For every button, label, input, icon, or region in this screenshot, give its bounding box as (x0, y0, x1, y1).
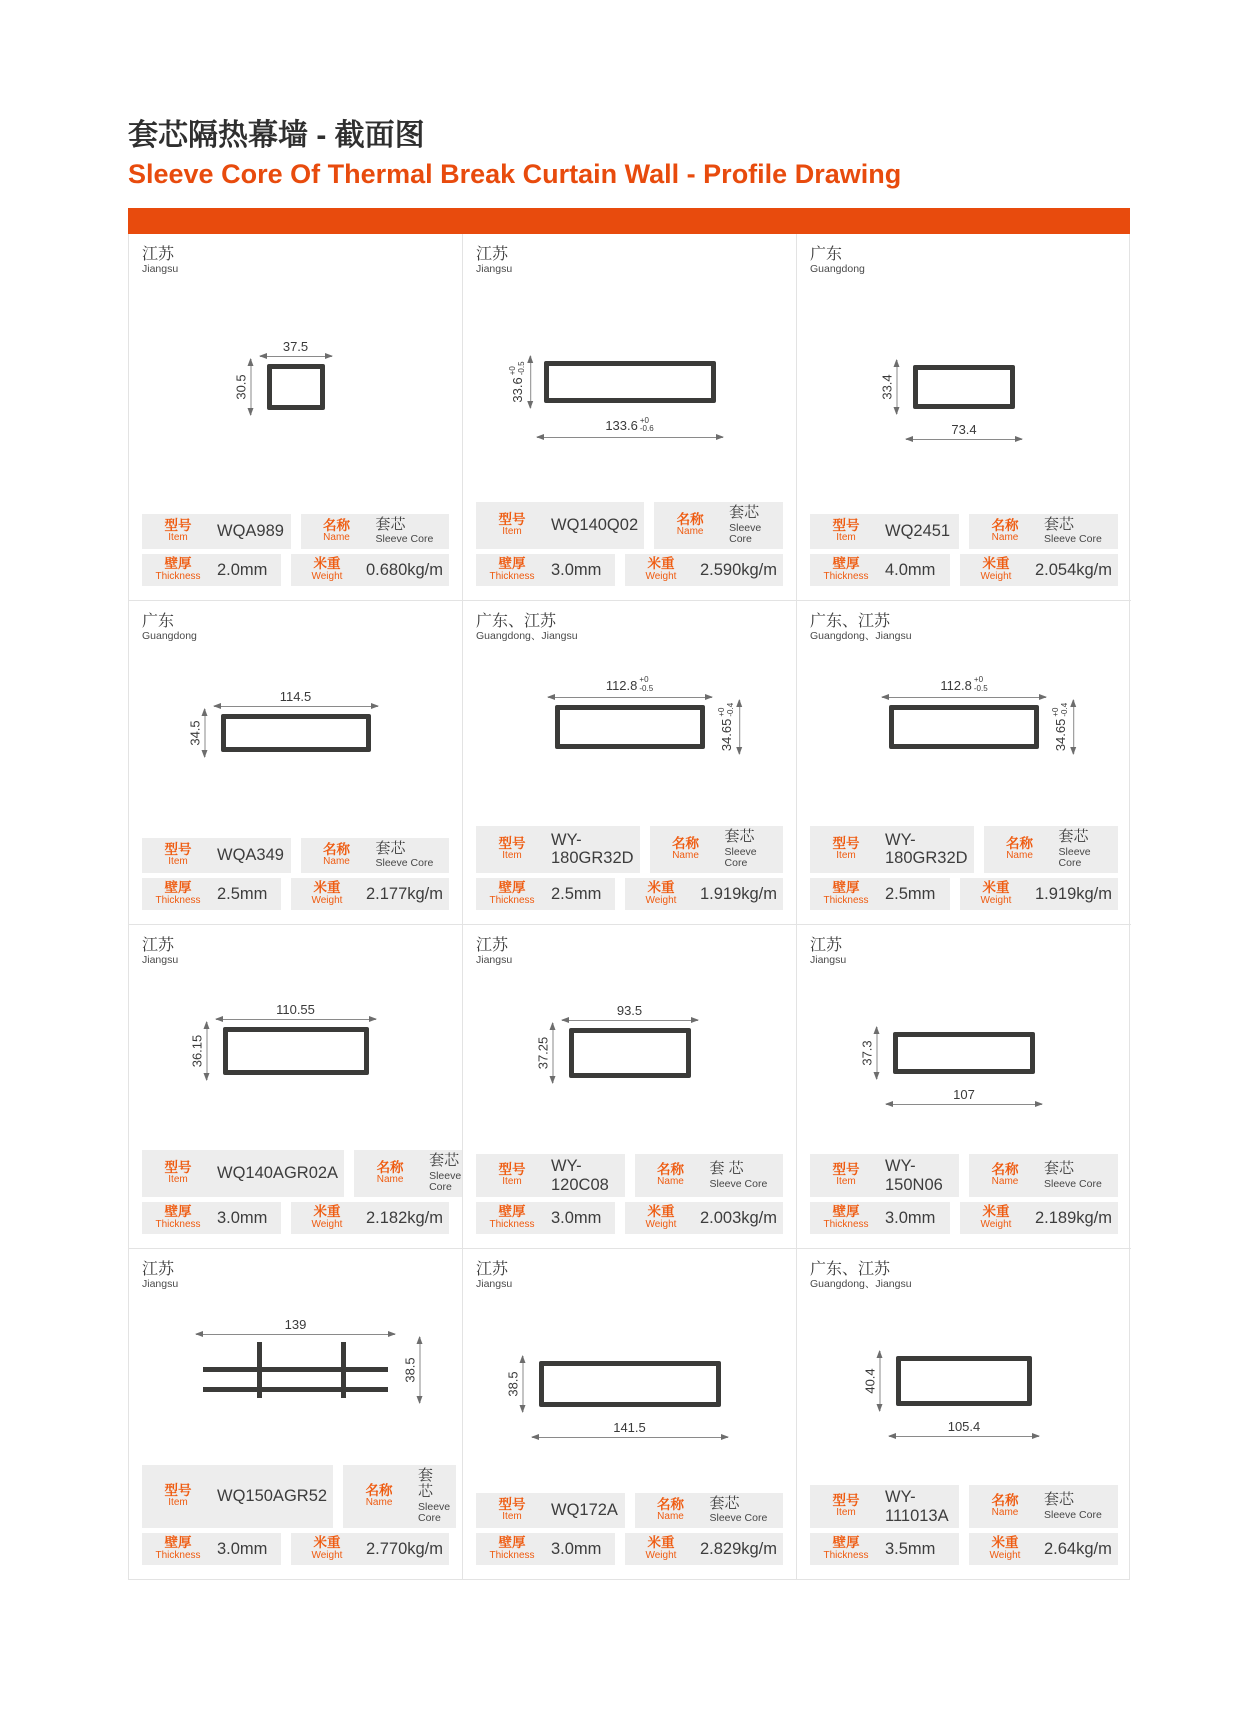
weight-value: 1.919kg/m (699, 884, 777, 903)
name-value-cn: 套芯 (1044, 1160, 1075, 1178)
spec-name: 名称 Name 套芯 Sleeve Core (301, 514, 450, 549)
spec-name: 名称 Name 套 芯 Sleeve Core (635, 1154, 784, 1196)
item-value: WY-180GR32D (551, 831, 634, 868)
page-title (128, 0, 1130, 192)
dimension-height: 34.5 (188, 709, 205, 757)
dimension-width: 110.55 (216, 1003, 376, 1020)
spec-table (476, 497, 783, 586)
item-value: WQ2451 (885, 522, 951, 541)
spec-item: 型号 Item WQ140Q02 (476, 502, 644, 549)
region-label (142, 937, 449, 967)
profile-shape (223, 1027, 369, 1075)
profile-card (463, 234, 797, 601)
thickness-value: 4.0mm (885, 560, 936, 579)
profile-shape (889, 705, 1039, 749)
profile-shape (267, 364, 325, 410)
spec-name: 名称 Name 套芯 Sleeve Core (969, 514, 1118, 549)
profile-shape (539, 1361, 721, 1407)
spec-item: 型号 Item WQA989 (142, 514, 291, 549)
region-name-en: Guangdong (810, 263, 865, 276)
name-value-en: Sleeve Core (429, 1169, 462, 1194)
weight-value: 2.003kg/m (699, 1208, 777, 1227)
weight-value: 2.182kg/m (365, 1208, 443, 1227)
page (128, 0, 1130, 1580)
thickness-value: 3.0mm (217, 1208, 268, 1227)
weight-value: 2.054kg/m (1034, 560, 1112, 579)
spec-table (476, 1149, 783, 1233)
region-name-cn: 广东 (810, 245, 843, 263)
dimension-width: 93.5 (562, 1004, 698, 1021)
spec-name: 名称 Name 套芯 Sleeve Core (635, 1493, 784, 1528)
profile-drawing (810, 643, 1118, 811)
profile-grid (128, 234, 1130, 1580)
region-name-en: Jiangsu (142, 1278, 179, 1291)
name-value-en: Sleeve Core (729, 521, 762, 546)
thickness-value: 3.0mm (551, 1539, 602, 1558)
spec-item: 型号 Item WY-111013A (810, 1485, 959, 1527)
region-name-en: Guangdong、Jiangsu (476, 630, 578, 643)
name-value-cn: 套芯 (429, 1152, 460, 1170)
spec-thickness: 壁厚 Thickness 2.5mm (810, 878, 950, 910)
thickness-value: 2.5mm (217, 884, 268, 903)
profile-drawing (142, 1291, 449, 1450)
profile-drawing (476, 967, 783, 1140)
spec-weight: 米重 Weight 2.177kg/m (291, 878, 449, 910)
region-name-en: Guangdong、Jiangsu (810, 1278, 912, 1291)
weight-value: 2.64kg/m (1044, 1539, 1112, 1558)
page-title-en: Sleeve Core Of Thermal Break Curtain Wall - Profile Drawing (128, 159, 902, 189)
profile-drawing (810, 276, 1118, 499)
spec-name: 名称 Name 套芯 Sleeve Core (354, 1150, 463, 1197)
profile-drawing (810, 967, 1118, 1140)
item-value: WY-150N06 (885, 1157, 943, 1194)
thickness-value: 2.5mm (885, 884, 936, 903)
spec-item: 型号 Item WQA349 (142, 838, 291, 873)
divider-bar (128, 208, 1130, 234)
profile-card (463, 1249, 797, 1579)
item-value: WQ150AGR52 (217, 1487, 328, 1506)
region-name-cn: 广东 (142, 612, 175, 630)
profile-drawing (476, 643, 783, 811)
dimension-width: 141.5 (532, 1421, 728, 1438)
profile-card (797, 925, 1131, 1249)
name-value-cn: 套芯 (729, 504, 760, 522)
thickness-value: 3.0mm (551, 560, 602, 579)
item-value: WY-180GR32D (885, 831, 968, 868)
dimension-width: 37.5 (260, 340, 332, 357)
profile-shape (569, 1028, 691, 1078)
dimension-width: 139 (196, 1318, 395, 1335)
profile-card (129, 925, 463, 1249)
spec-weight: 米重 Weight 2.182kg/m (291, 1202, 449, 1234)
profile-shape (221, 714, 371, 752)
dimension-width: 105.4 (889, 1420, 1039, 1437)
spec-item: 型号 Item WQ140AGR02A (142, 1150, 344, 1197)
profile-shape (913, 365, 1015, 409)
name-value-en: Sleeve Core (709, 1512, 768, 1525)
dimension-width: 133.6 +0 -0.6 (537, 417, 723, 439)
thickness-value: 2.5mm (551, 884, 602, 903)
region-name-cn: 江苏 (142, 1260, 175, 1278)
profile-drawing (142, 643, 449, 823)
dimension-height: 36.15 (190, 1022, 207, 1080)
spec-item: 型号 Item WY-150N06 (810, 1154, 959, 1196)
spec-weight: 米重 Weight 2.829kg/m (625, 1533, 783, 1565)
spec-thickness: 壁厚 Thickness 3.0mm (810, 1202, 950, 1234)
profile-shape (555, 705, 705, 749)
dimension-height: 34.65 +0 -0.4 (1052, 700, 1074, 754)
spec-weight: 米重 Weight 2.189kg/m (960, 1202, 1118, 1234)
dimension-width: 107 (886, 1088, 1042, 1105)
spec-table (810, 1149, 1118, 1233)
region-label (476, 1261, 783, 1291)
dimension-height: 38.5 (404, 1337, 421, 1403)
thickness-value: 3.5mm (885, 1539, 936, 1558)
spec-table (810, 1480, 1118, 1564)
spec-thickness: 壁厚 Thickness 4.0mm (810, 554, 950, 586)
name-value-cn: 套芯 (709, 1494, 740, 1512)
name-value-en: Sleeve Core (724, 845, 757, 870)
spec-name: 名称 Name 套芯 Sleeve Core (969, 1154, 1118, 1196)
spec-thickness: 壁厚 Thickness 3.0mm (142, 1533, 281, 1565)
spec-name: 名称 Name 套 芯 Sleeve Core (343, 1465, 456, 1528)
region-name-en: Jiangsu (142, 263, 179, 276)
profile-drawing (476, 276, 783, 487)
spec-thickness: 壁厚 Thickness 3.0mm (476, 554, 615, 586)
spec-name: 名称 Name 套芯 Sleeve Core (654, 502, 783, 549)
name-value-cn: 套芯 (724, 828, 755, 846)
weight-value: 2.177kg/m (365, 884, 443, 903)
spec-name: 名称 Name 套芯 Sleeve Core (301, 838, 450, 873)
spec-table (142, 509, 449, 586)
profile-shape (893, 1032, 1035, 1074)
region-label (142, 613, 449, 643)
dimension-height: 37.25 (536, 1023, 553, 1083)
spec-table (476, 821, 783, 910)
spec-item: 型号 Item WQ2451 (810, 514, 959, 549)
spec-thickness: 壁厚 Thickness 2.5mm (142, 878, 281, 910)
spec-item: 型号 Item WY-180GR32D (810, 826, 974, 873)
dimension-height: 33.6 +0 -0.5 (509, 356, 531, 408)
name-value-cn: 套芯 (375, 515, 406, 533)
spec-thickness: 壁厚 Thickness 3.0mm (142, 1202, 281, 1234)
dimension-height: 33.4 (881, 360, 898, 414)
item-value: WQA989 (217, 522, 284, 541)
region-name-cn: 江苏 (142, 936, 175, 954)
profile-drawing (810, 1291, 1118, 1471)
spec-weight: 米重 Weight 2.590kg/m (625, 554, 783, 586)
dimension-width: 73.4 (906, 423, 1022, 440)
region-name-cn: 广东、江苏 (476, 612, 557, 630)
spec-thickness: 壁厚 Thickness 3.0mm (476, 1533, 615, 1565)
profile-card (129, 601, 463, 925)
spec-weight: 米重 Weight 2.770kg/m (291, 1533, 449, 1565)
region-name-cn: 江苏 (476, 1260, 509, 1278)
weight-value: 2.189kg/m (1034, 1208, 1112, 1227)
dimension-height: 34.65 +0 -0.4 (718, 700, 740, 754)
dimension-height: 37.3 (861, 1027, 878, 1079)
name-value-cn: 套 芯 (418, 1466, 434, 1501)
name-value-en: Sleeve Core (375, 533, 434, 546)
weight-value: 2.590kg/m (699, 560, 777, 579)
region-name-en: Jiangsu (142, 954, 179, 967)
region-label (476, 613, 783, 643)
region-label (810, 613, 1118, 643)
dimension-width: 112.8 +0 -0.5 (548, 676, 712, 698)
item-value: WQ140AGR02A (217, 1164, 339, 1183)
profile-drawing (142, 967, 449, 1135)
name-value-cn: 套 芯 (709, 1160, 744, 1178)
spec-name: 名称 Name 套芯 Sleeve Core (984, 826, 1118, 873)
spec-name: 名称 Name 套芯 Sleeve Core (650, 826, 783, 873)
region-label (142, 1261, 449, 1291)
name-value-en: Sleeve Core (375, 857, 434, 870)
spec-thickness: 壁厚 Thickness 3.5mm (810, 1533, 959, 1565)
item-value: WY-120C08 (551, 1157, 609, 1194)
region-name-en: Guangdong (142, 630, 197, 643)
spec-weight: 米重 Weight 2.64kg/m (969, 1533, 1118, 1565)
region-name-cn: 广东、江苏 (810, 612, 891, 630)
weight-value: 0.680kg/m (365, 560, 443, 579)
region-name-en: Jiangsu (476, 1278, 513, 1291)
spec-thickness: 壁厚 Thickness 2.5mm (476, 878, 615, 910)
name-value-cn: 套芯 (375, 839, 406, 857)
name-value-en: Sleeve Core (1058, 845, 1091, 870)
weight-value: 1.919kg/m (1034, 884, 1112, 903)
spec-table (810, 509, 1118, 586)
profile-card (463, 925, 797, 1249)
spec-table (142, 1460, 449, 1565)
thickness-value: 2.0mm (217, 560, 268, 579)
dimension-width: 112.8 +0 -0.5 (882, 676, 1046, 698)
name-value-en: Sleeve Core (709, 1177, 768, 1190)
item-value: WY-111013A (885, 1488, 949, 1525)
dimension-width: 114.5 (214, 690, 378, 707)
region-name-cn: 广东、江苏 (810, 1260, 891, 1278)
name-value-cn: 套芯 (1044, 515, 1075, 533)
region-name-cn: 江苏 (476, 245, 509, 263)
spec-table (142, 1145, 462, 1234)
name-value-cn: 套芯 (1044, 1491, 1075, 1509)
weight-value: 2.829kg/m (699, 1539, 777, 1558)
spec-weight: 米重 Weight 1.919kg/m (625, 878, 783, 910)
spec-item: 型号 Item WQ150AGR52 (142, 1465, 333, 1528)
region-name-cn: 江苏 (476, 936, 509, 954)
region-name-en: Jiangsu (476, 263, 513, 276)
name-value-en: Sleeve Core (418, 1500, 451, 1525)
region-label (476, 937, 783, 967)
name-value-en: Sleeve Core (1044, 533, 1102, 546)
spec-name: 名称 Name 套芯 Sleeve Core (969, 1485, 1118, 1527)
region-name-en: Guangdong、Jiangsu (810, 630, 912, 643)
weight-value: 2.770kg/m (365, 1539, 443, 1558)
region-name-cn: 江苏 (142, 245, 175, 263)
region-name-en: Jiangsu (476, 954, 513, 967)
name-value-en: Sleeve Core (1044, 1177, 1102, 1190)
profile-card (797, 1249, 1131, 1579)
item-value: WQA349 (217, 846, 284, 865)
region-label (810, 937, 1118, 967)
thickness-value: 3.0mm (217, 1539, 268, 1558)
dimension-height: 30.5 (234, 359, 251, 415)
profile-card (129, 234, 463, 601)
thickness-value: 3.0mm (885, 1208, 936, 1227)
spec-weight: 米重 Weight 2.054kg/m (960, 554, 1118, 586)
profile-card (463, 601, 797, 925)
profile-shape (544, 361, 716, 403)
region-label (810, 1261, 1118, 1291)
region-label (476, 246, 783, 276)
spec-table (476, 1488, 783, 1565)
spec-weight: 米重 Weight 1.919kg/m (960, 878, 1118, 910)
page-title-cn: 套芯隔热幕墙 - 截面图 (128, 119, 425, 152)
profile-drawing (142, 276, 449, 499)
profile-drawing (476, 1291, 783, 1478)
profile-card (129, 1249, 463, 1579)
profile-card (797, 601, 1131, 925)
dimension-height: 40.4 (864, 1351, 881, 1411)
spec-thickness: 壁厚 Thickness 3.0mm (476, 1202, 615, 1234)
spec-weight: 米重 Weight 2.003kg/m (625, 1202, 783, 1234)
spec-item: 型号 Item WY-180GR32D (476, 826, 640, 873)
profile-shape (203, 1342, 388, 1398)
spec-table (142, 833, 449, 910)
region-name-cn: 江苏 (810, 936, 843, 954)
item-value: WQ140Q02 (551, 516, 639, 535)
region-name-en: Jiangsu (810, 954, 847, 967)
spec-item: 型号 Item WY-120C08 (476, 1154, 625, 1196)
name-value-en: Sleeve Core (1044, 1508, 1102, 1521)
profile-card (797, 234, 1131, 601)
spec-table (810, 821, 1118, 910)
thickness-value: 3.0mm (551, 1208, 602, 1227)
region-label (142, 246, 449, 276)
item-value: WQ172A (551, 1501, 618, 1520)
region-label (810, 246, 1118, 276)
profile-shape (896, 1356, 1032, 1406)
name-value-cn: 套芯 (1058, 828, 1089, 846)
dimension-height: 38.5 (506, 1356, 523, 1412)
spec-item: 型号 Item WQ172A (476, 1493, 625, 1528)
spec-thickness: 壁厚 Thickness 2.0mm (142, 554, 281, 586)
spec-weight: 米重 Weight 0.680kg/m (291, 554, 449, 586)
